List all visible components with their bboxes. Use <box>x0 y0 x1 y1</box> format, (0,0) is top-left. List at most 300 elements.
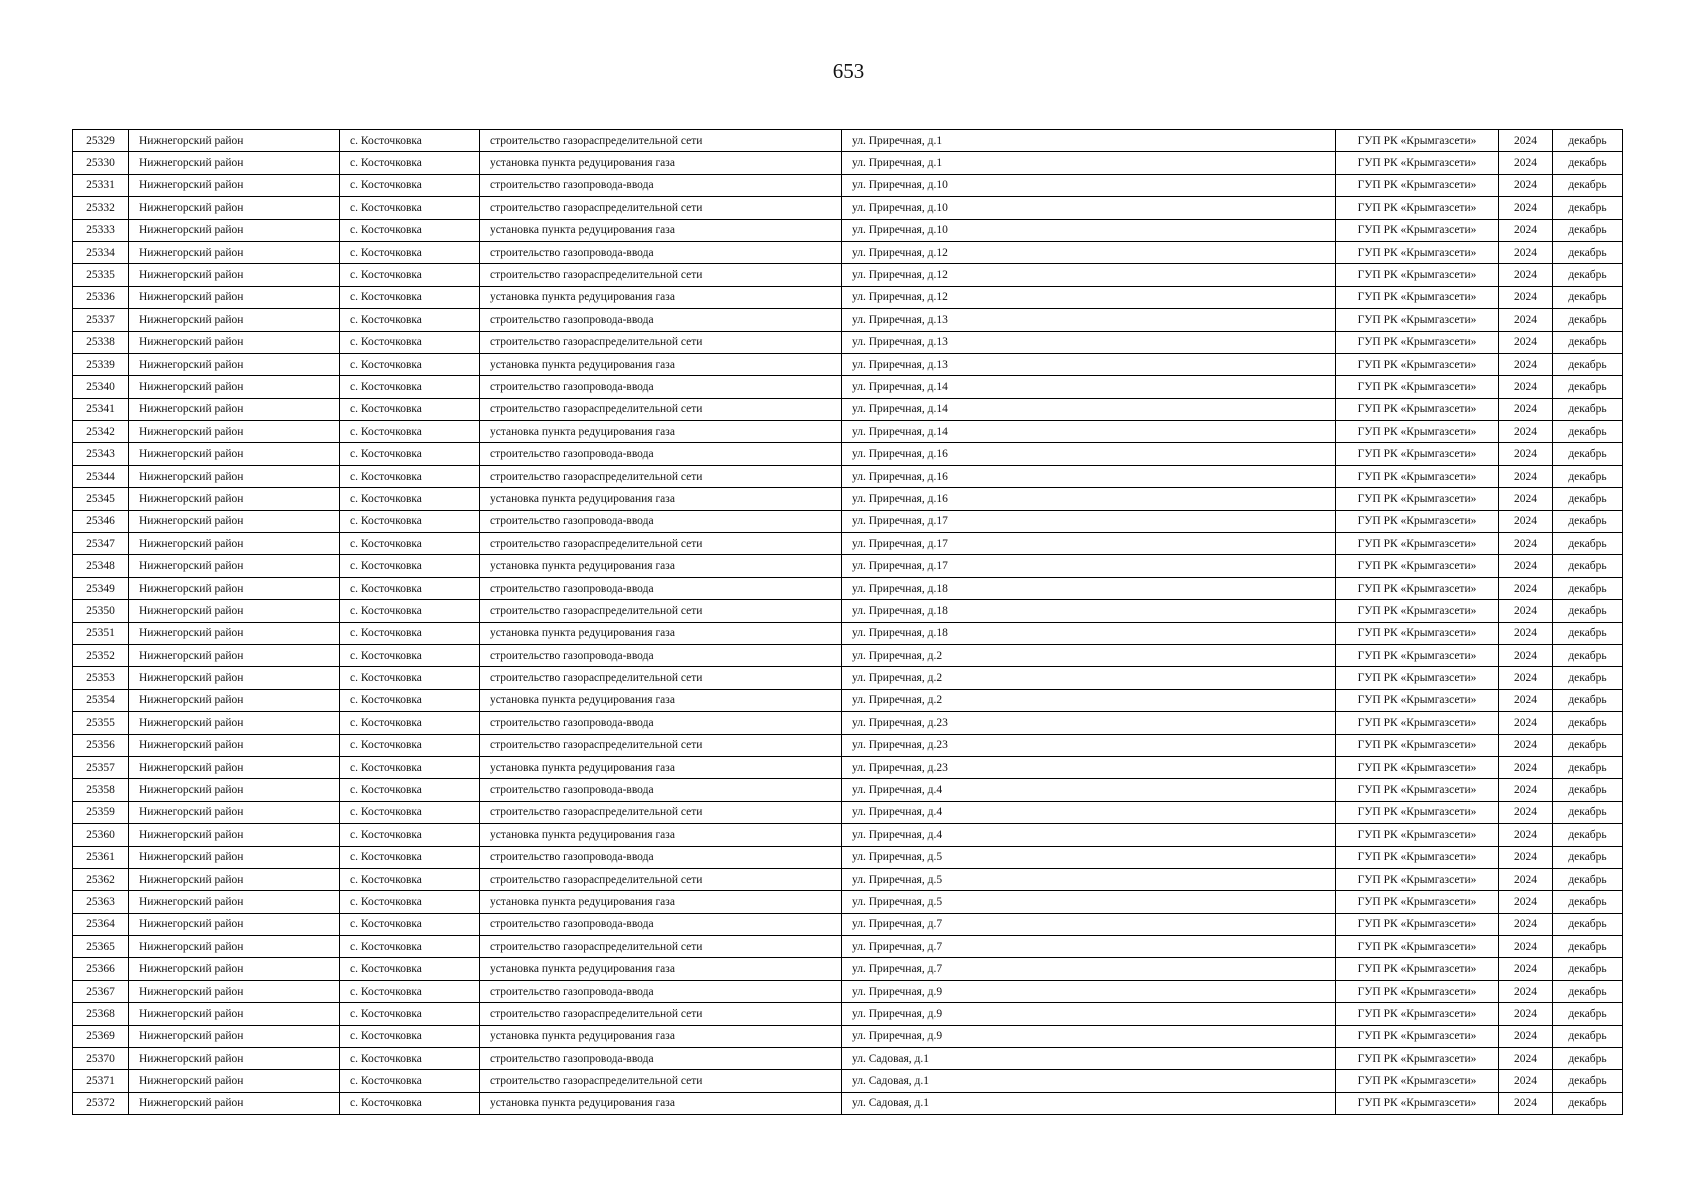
month-cell: декабрь <box>1553 1003 1623 1025</box>
work-type-cell: строительство газораспределительной сети <box>480 801 842 823</box>
address-cell: ул. Приречная, д.10 <box>842 197 1336 219</box>
organization-cell: ГУП РК «Крымгазсети» <box>1336 241 1499 263</box>
year-cell: 2024 <box>1499 958 1553 980</box>
table-row <box>73 398 1623 420</box>
month-cell: декабрь <box>1553 600 1623 622</box>
work-type-cell: строительство газораспределительной сети <box>480 1070 842 1092</box>
year-cell: 2024 <box>1499 712 1553 734</box>
row-number: 25359 <box>73 801 129 823</box>
month-cell: декабрь <box>1553 734 1623 756</box>
district-cell: Нижнегорский район <box>129 958 340 980</box>
address-cell: ул. Приречная, д.13 <box>842 353 1336 375</box>
month-cell: декабрь <box>1553 309 1623 331</box>
settlement-cell: с. Косточковка <box>340 197 480 219</box>
organization-cell: ГУП РК «Крымгазсети» <box>1336 443 1499 465</box>
work-type-cell: строительство газораспределительной сети <box>480 1003 842 1025</box>
district-cell: Нижнегорский район <box>129 241 340 263</box>
month-cell: декабрь <box>1553 577 1623 599</box>
year-cell: 2024 <box>1499 577 1553 599</box>
year-cell: 2024 <box>1499 734 1553 756</box>
year-cell: 2024 <box>1499 353 1553 375</box>
table-row <box>73 801 1623 823</box>
district-cell: Нижнегорский район <box>129 622 340 644</box>
month-cell: декабрь <box>1553 465 1623 487</box>
table-row <box>73 533 1623 555</box>
month-cell: декабрь <box>1553 667 1623 689</box>
settlement-cell: с. Косточковка <box>340 465 480 487</box>
address-cell: ул. Приречная, д.13 <box>842 309 1336 331</box>
row-number: 25338 <box>73 331 129 353</box>
address-cell: ул. Приречная, д.16 <box>842 443 1336 465</box>
year-cell: 2024 <box>1499 1092 1553 1114</box>
work-type-cell: установка пункта редуцирования газа <box>480 421 842 443</box>
table-row <box>73 286 1623 308</box>
table-row <box>73 443 1623 465</box>
settlement-cell: с. Косточковка <box>340 980 480 1002</box>
organization-cell: ГУП РК «Крымгазсети» <box>1336 130 1499 152</box>
organization-cell: ГУП РК «Крымгазсети» <box>1336 197 1499 219</box>
month-cell: декабрь <box>1553 510 1623 532</box>
table-row <box>73 555 1623 577</box>
organization-cell: ГУП РК «Крымгазсети» <box>1336 1003 1499 1025</box>
table-row <box>73 891 1623 913</box>
row-number: 25347 <box>73 533 129 555</box>
table-row <box>73 219 1623 241</box>
district-cell: Нижнегорский район <box>129 868 340 890</box>
month-cell: декабрь <box>1553 286 1623 308</box>
row-number: 25356 <box>73 734 129 756</box>
work-type-cell: установка пункта редуцирования газа <box>480 891 842 913</box>
work-type-cell: строительство газопровода-ввода <box>480 712 842 734</box>
work-type-cell: установка пункта редуцирования газа <box>480 488 842 510</box>
table-row <box>73 689 1623 711</box>
district-cell: Нижнегорский район <box>129 936 340 958</box>
year-cell: 2024 <box>1499 376 1553 398</box>
page-number: 653 <box>832 59 865 83</box>
district-cell: Нижнегорский район <box>129 1070 340 1092</box>
organization-cell: ГУП РК «Крымгазсети» <box>1336 286 1499 308</box>
row-number: 25355 <box>73 712 129 734</box>
work-type-cell: строительство газопровода-ввода <box>480 376 842 398</box>
settlement-cell: с. Косточковка <box>340 913 480 935</box>
settlement-cell: с. Косточковка <box>340 868 480 890</box>
table-row <box>73 264 1623 286</box>
organization-cell: ГУП РК «Крымгазсети» <box>1336 353 1499 375</box>
table-row <box>73 958 1623 980</box>
organization-cell: ГУП РК «Крымгазсети» <box>1336 398 1499 420</box>
table-row <box>73 331 1623 353</box>
year-cell: 2024 <box>1499 488 1553 510</box>
work-type-cell: установка пункта редуцирования газа <box>480 1025 842 1047</box>
month-cell: декабрь <box>1553 824 1623 846</box>
year-cell: 2024 <box>1499 197 1553 219</box>
address-cell: ул. Садовая, д.1 <box>842 1070 1336 1092</box>
settlement-cell: с. Косточковка <box>340 1070 480 1092</box>
table-row <box>73 756 1623 778</box>
work-type-cell: установка пункта редуцирования газа <box>480 1092 842 1114</box>
address-cell: ул. Приречная, д.17 <box>842 555 1336 577</box>
organization-cell: ГУП РК «Крымгазсети» <box>1336 533 1499 555</box>
settlement-cell: с. Косточковка <box>340 286 480 308</box>
address-cell: ул. Приречная, д.1 <box>842 130 1336 152</box>
year-cell: 2024 <box>1499 219 1553 241</box>
year-cell: 2024 <box>1499 868 1553 890</box>
row-number: 25351 <box>73 622 129 644</box>
table-row <box>73 488 1623 510</box>
address-cell: ул. Приречная, д.2 <box>842 689 1336 711</box>
address-cell: ул. Приречная, д.18 <box>842 622 1336 644</box>
settlement-cell: с. Косточковка <box>340 779 480 801</box>
work-type-cell: строительство газопровода-ввода <box>480 510 842 532</box>
work-type-cell: строительство газораспределительной сети <box>480 197 842 219</box>
work-type-cell: строительство газопровода-ввода <box>480 779 842 801</box>
table-row <box>73 1025 1623 1047</box>
organization-cell: ГУП РК «Крымгазсети» <box>1336 152 1499 174</box>
address-cell: ул. Приречная, д.18 <box>842 577 1336 599</box>
organization-cell: ГУП РК «Крымгазсети» <box>1336 644 1499 666</box>
district-cell: Нижнегорский район <box>129 644 340 666</box>
address-cell: ул. Приречная, д.17 <box>842 510 1336 532</box>
settlement-cell: с. Косточковка <box>340 331 480 353</box>
organization-cell: ГУП РК «Крымгазсети» <box>1336 824 1499 846</box>
month-cell: декабрь <box>1553 331 1623 353</box>
district-cell: Нижнегорский район <box>129 913 340 935</box>
district-cell: Нижнегорский район <box>129 980 340 1002</box>
settlement-cell: с. Косточковка <box>340 824 480 846</box>
month-cell: декабрь <box>1553 913 1623 935</box>
address-cell: ул. Приречная, д.12 <box>842 286 1336 308</box>
row-number: 25360 <box>73 824 129 846</box>
month-cell: декабрь <box>1553 801 1623 823</box>
row-number: 25345 <box>73 488 129 510</box>
settlement-cell: с. Косточковка <box>340 600 480 622</box>
district-cell: Нижнегорский район <box>129 801 340 823</box>
table-row <box>73 868 1623 890</box>
year-cell: 2024 <box>1499 286 1553 308</box>
month-cell: декабрь <box>1553 376 1623 398</box>
work-type-cell: строительство газопровода-ввода <box>480 913 842 935</box>
year-cell: 2024 <box>1499 644 1553 666</box>
year-cell: 2024 <box>1499 667 1553 689</box>
row-number: 25367 <box>73 980 129 1002</box>
table-row <box>73 622 1623 644</box>
address-cell: ул. Приречная, д.23 <box>842 712 1336 734</box>
month-cell: декабрь <box>1553 555 1623 577</box>
year-cell: 2024 <box>1499 443 1553 465</box>
settlement-cell: с. Косточковка <box>340 1003 480 1025</box>
month-cell: декабрь <box>1553 756 1623 778</box>
settlement-cell: с. Косточковка <box>340 1092 480 1114</box>
district-cell: Нижнегорский район <box>129 756 340 778</box>
table-row <box>73 644 1623 666</box>
work-type-cell: строительство газораспределительной сети <box>480 667 842 689</box>
settlement-cell: с. Косточковка <box>340 1025 480 1047</box>
organization-cell: ГУП РК «Крымгазсети» <box>1336 846 1499 868</box>
district-cell: Нижнегорский район <box>129 533 340 555</box>
organization-cell: ГУП РК «Крымгазсети» <box>1336 577 1499 599</box>
organization-cell: ГУП РК «Крымгазсети» <box>1336 1025 1499 1047</box>
address-cell: ул. Приречная, д.5 <box>842 846 1336 868</box>
address-cell: ул. Приречная, д.16 <box>842 465 1336 487</box>
settlement-cell: с. Косточковка <box>340 958 480 980</box>
address-cell: ул. Приречная, д.7 <box>842 913 1336 935</box>
row-number: 25331 <box>73 174 129 196</box>
table-row <box>73 936 1623 958</box>
year-cell: 2024 <box>1499 555 1553 577</box>
year-cell: 2024 <box>1499 891 1553 913</box>
settlement-cell: с. Косточковка <box>340 264 480 286</box>
work-type-cell: строительство газопровода-ввода <box>480 174 842 196</box>
month-cell: декабрь <box>1553 353 1623 375</box>
row-number: 25354 <box>73 689 129 711</box>
district-cell: Нижнегорский район <box>129 555 340 577</box>
year-cell: 2024 <box>1499 241 1553 263</box>
row-number: 25372 <box>73 1092 129 1114</box>
address-cell: ул. Приречная, д.23 <box>842 734 1336 756</box>
month-cell: декабрь <box>1553 241 1623 263</box>
settlement-cell: с. Косточковка <box>340 667 480 689</box>
district-cell: Нижнегорский район <box>129 286 340 308</box>
organization-cell: ГУП РК «Крымгазсети» <box>1336 376 1499 398</box>
organization-cell: ГУП РК «Крымгазсети» <box>1336 555 1499 577</box>
work-type-cell: установка пункта редуцирования газа <box>480 958 842 980</box>
organization-cell: ГУП РК «Крымгазсети» <box>1336 667 1499 689</box>
row-number: 25333 <box>73 219 129 241</box>
organization-cell: ГУП РК «Крымгазсети» <box>1336 868 1499 890</box>
work-type-cell: строительство газопровода-ввода <box>480 241 842 263</box>
table-row <box>73 174 1623 196</box>
row-number: 25370 <box>73 1048 129 1070</box>
organization-cell: ГУП РК «Крымгазсети» <box>1336 421 1499 443</box>
organization-cell: ГУП РК «Крымгазсети» <box>1336 712 1499 734</box>
work-type-cell: строительство газораспределительной сети <box>480 734 842 756</box>
settlement-cell: с. Косточковка <box>340 510 480 532</box>
settlement-cell: с. Косточковка <box>340 734 480 756</box>
month-cell: декабрь <box>1553 712 1623 734</box>
address-cell: ул. Садовая, д.1 <box>842 1048 1336 1070</box>
month-cell: декабрь <box>1553 219 1623 241</box>
district-cell: Нижнегорский район <box>129 891 340 913</box>
year-cell: 2024 <box>1499 779 1553 801</box>
work-type-cell: строительство газораспределительной сети <box>480 936 842 958</box>
table-row <box>73 734 1623 756</box>
row-number: 25369 <box>73 1025 129 1047</box>
year-cell: 2024 <box>1499 421 1553 443</box>
organization-cell: ГУП РК «Крымгазсети» <box>1336 734 1499 756</box>
district-cell: Нижнегорский район <box>129 219 340 241</box>
organization-cell: ГУП РК «Крымгазсети» <box>1336 309 1499 331</box>
row-number: 25364 <box>73 913 129 935</box>
organization-cell: ГУП РК «Крымгазсети» <box>1336 465 1499 487</box>
district-cell: Нижнегорский район <box>129 1025 340 1047</box>
table-row <box>73 712 1623 734</box>
row-number: 25348 <box>73 555 129 577</box>
address-cell: ул. Приречная, д.9 <box>842 1025 1336 1047</box>
district-cell: Нижнегорский район <box>129 353 340 375</box>
settlement-cell: с. Косточковка <box>340 309 480 331</box>
address-cell: ул. Приречная, д.17 <box>842 533 1336 555</box>
address-cell: ул. Приречная, д.9 <box>842 980 1336 1002</box>
address-cell: ул. Садовая, д.1 <box>842 1092 1336 1114</box>
district-cell: Нижнегорский район <box>129 510 340 532</box>
table-row <box>73 309 1623 331</box>
address-cell: ул. Приречная, д.4 <box>842 824 1336 846</box>
table-row <box>73 152 1623 174</box>
settlement-cell: с. Косточковка <box>340 577 480 599</box>
year-cell: 2024 <box>1499 1070 1553 1092</box>
district-cell: Нижнегорский район <box>129 152 340 174</box>
month-cell: декабрь <box>1553 533 1623 555</box>
work-type-cell: строительство газопровода-ввода <box>480 644 842 666</box>
district-cell: Нижнегорский район <box>129 197 340 219</box>
settlement-cell: с. Косточковка <box>340 353 480 375</box>
row-number: 25368 <box>73 1003 129 1025</box>
month-cell: декабрь <box>1553 152 1623 174</box>
month-cell: декабрь <box>1553 488 1623 510</box>
settlement-cell: с. Косточковка <box>340 421 480 443</box>
row-number: 25371 <box>73 1070 129 1092</box>
row-number: 25332 <box>73 197 129 219</box>
district-cell: Нижнегорский район <box>129 667 340 689</box>
table-row <box>73 510 1623 532</box>
organization-cell: ГУП РК «Крымгазсети» <box>1336 264 1499 286</box>
work-type-cell: строительство газораспределительной сети <box>480 600 842 622</box>
address-cell: ул. Приречная, д.5 <box>842 891 1336 913</box>
row-number: 25339 <box>73 353 129 375</box>
work-type-cell: установка пункта редуцирования газа <box>480 622 842 644</box>
table-row <box>73 846 1623 868</box>
address-cell: ул. Приречная, д.10 <box>842 174 1336 196</box>
work-type-cell: строительство газопровода-ввода <box>480 443 842 465</box>
district-cell: Нижнегорский район <box>129 421 340 443</box>
organization-cell: ГУП РК «Крымгазсети» <box>1336 510 1499 532</box>
organization-cell: ГУП РК «Крымгазсети» <box>1336 1070 1499 1092</box>
district-cell: Нижнегорский район <box>129 734 340 756</box>
address-cell: ул. Приречная, д.14 <box>842 398 1336 420</box>
address-cell: ул. Приречная, д.23 <box>842 756 1336 778</box>
year-cell: 2024 <box>1499 398 1553 420</box>
month-cell: декабрь <box>1553 443 1623 465</box>
address-cell: ул. Приречная, д.12 <box>842 241 1336 263</box>
table-row <box>73 465 1623 487</box>
settlement-cell: с. Косточковка <box>340 376 480 398</box>
row-number: 25349 <box>73 577 129 599</box>
district-cell: Нижнегорский район <box>129 712 340 734</box>
month-cell: декабрь <box>1553 868 1623 890</box>
address-cell: ул. Приречная, д.2 <box>842 667 1336 689</box>
settlement-cell: с. Косточковка <box>340 443 480 465</box>
table-row <box>73 197 1623 219</box>
row-number: 25362 <box>73 868 129 890</box>
work-type-cell: установка пункта редуцирования газа <box>480 219 842 241</box>
district-cell: Нижнегорский район <box>129 846 340 868</box>
year-cell: 2024 <box>1499 824 1553 846</box>
work-type-cell: строительство газораспределительной сети <box>480 331 842 353</box>
district-cell: Нижнегорский район <box>129 1003 340 1025</box>
work-type-cell: строительство газопровода-ввода <box>480 1048 842 1070</box>
work-type-cell: установка пункта редуцирования газа <box>480 152 842 174</box>
row-number: 25344 <box>73 465 129 487</box>
address-cell: ул. Приречная, д.4 <box>842 779 1336 801</box>
address-cell: ул. Приречная, д.9 <box>842 1003 1336 1025</box>
month-cell: декабрь <box>1553 1025 1623 1047</box>
district-cell: Нижнегорский район <box>129 1048 340 1070</box>
district-cell: Нижнегорский район <box>129 443 340 465</box>
year-cell: 2024 <box>1499 130 1553 152</box>
organization-cell: ГУП РК «Крымгазсети» <box>1336 600 1499 622</box>
year-cell: 2024 <box>1499 913 1553 935</box>
year-cell: 2024 <box>1499 622 1553 644</box>
settlement-cell: с. Косточковка <box>340 622 480 644</box>
row-number: 25353 <box>73 667 129 689</box>
row-number: 25352 <box>73 644 129 666</box>
work-type-cell: строительство газораспределительной сети <box>480 868 842 890</box>
year-cell: 2024 <box>1499 264 1553 286</box>
work-type-cell: установка пункта редуцирования газа <box>480 756 842 778</box>
row-number: 25365 <box>73 936 129 958</box>
district-cell: Нижнегорский район <box>129 465 340 487</box>
row-number: 25366 <box>73 958 129 980</box>
settlement-cell: с. Косточковка <box>340 219 480 241</box>
month-cell: декабрь <box>1553 1070 1623 1092</box>
work-type-cell: строительство газораспределительной сети <box>480 533 842 555</box>
row-number: 25337 <box>73 309 129 331</box>
work-type-cell: строительство газопровода-ввода <box>480 846 842 868</box>
table-row <box>73 667 1623 689</box>
organization-cell: ГУП РК «Крымгазсети» <box>1336 488 1499 510</box>
year-cell: 2024 <box>1499 980 1553 1002</box>
row-number: 25350 <box>73 600 129 622</box>
table-row <box>73 600 1623 622</box>
month-cell: декабрь <box>1553 197 1623 219</box>
settlement-cell: с. Косточковка <box>340 846 480 868</box>
month-cell: декабрь <box>1553 622 1623 644</box>
district-cell: Нижнегорский район <box>129 174 340 196</box>
table-row <box>73 980 1623 1002</box>
address-cell: ул. Приречная, д.13 <box>842 331 1336 353</box>
organization-cell: ГУП РК «Крымгазсети» <box>1336 622 1499 644</box>
month-cell: декабрь <box>1553 130 1623 152</box>
settlement-cell: с. Косточковка <box>340 130 480 152</box>
row-number: 25335 <box>73 264 129 286</box>
address-cell: ул. Приречная, д.1 <box>842 152 1336 174</box>
district-cell: Нижнегорский район <box>129 264 340 286</box>
address-cell: ул. Приречная, д.14 <box>842 376 1336 398</box>
year-cell: 2024 <box>1499 174 1553 196</box>
table-row <box>73 779 1623 801</box>
organization-cell: ГУП РК «Крымгазсети» <box>1336 779 1499 801</box>
month-cell: декабрь <box>1553 936 1623 958</box>
district-cell: Нижнегорский район <box>129 376 340 398</box>
settlement-cell: с. Косточковка <box>340 174 480 196</box>
row-number: 25330 <box>73 152 129 174</box>
district-cell: Нижнегорский район <box>129 689 340 711</box>
year-cell: 2024 <box>1499 846 1553 868</box>
year-cell: 2024 <box>1499 309 1553 331</box>
settlement-cell: с. Косточковка <box>340 1048 480 1070</box>
year-cell: 2024 <box>1499 1025 1553 1047</box>
work-type-cell: установка пункта редуцирования газа <box>480 353 842 375</box>
district-cell: Нижнегорский район <box>129 309 340 331</box>
row-number: 25358 <box>73 779 129 801</box>
year-cell: 2024 <box>1499 600 1553 622</box>
address-cell: ул. Приречная, д.14 <box>842 421 1336 443</box>
month-cell: декабрь <box>1553 421 1623 443</box>
organization-cell: ГУП РК «Крымгазсети» <box>1336 1048 1499 1070</box>
work-type-cell: установка пункта редуцирования газа <box>480 824 842 846</box>
month-cell: декабрь <box>1553 264 1623 286</box>
row-number: 25329 <box>73 130 129 152</box>
